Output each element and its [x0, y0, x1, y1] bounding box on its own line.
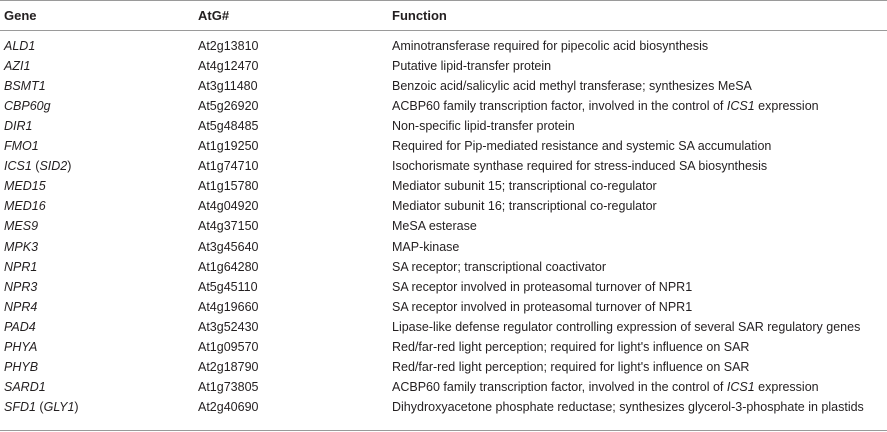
- atg-cell: At5g48485: [198, 119, 259, 134]
- gene-cell: [4, 36, 35, 56]
- atg-cell: At1g15780: [198, 179, 259, 194]
- table-row: [0, 76, 887, 96]
- function-cell: Lipase-like defense regulator controlling expression of several SAR regulatory genes: [392, 319, 861, 334]
- table-top-rule: [0, 0, 887, 1]
- function-cell: Isochorismate synthase required for stress-induced SA biosynthesis: [392, 159, 768, 174]
- function-cell: MAP-kinase: [392, 239, 460, 254]
- table-row: [0, 337, 887, 357]
- gene-name: SFD1: [4, 399, 36, 414]
- function-cell: Red/far-red light perception; required for light's influence on SAR: [392, 359, 750, 374]
- table-row: [0, 176, 887, 196]
- gene-name: ALD1: [4, 39, 36, 53]
- table-header-rule: [0, 30, 887, 31]
- function-cell: Dihydroxyacetone phosphate reductase; synthesizes glycerol-3-phosphate in plastids: [392, 399, 864, 414]
- table-row: [0, 216, 887, 236]
- table-row: [0, 357, 887, 377]
- table-row: [0, 237, 887, 257]
- gene-paren-close: ): [74, 399, 79, 414]
- gene-cell: [4, 96, 51, 116]
- atg-cell: At2g18790: [198, 359, 259, 374]
- gene-alias: GLY1: [43, 399, 75, 414]
- gene-name: DIR1: [4, 119, 33, 134]
- function-cell: [392, 96, 819, 116]
- gene-paren-open: (: [31, 159, 40, 174]
- gene-cell: [4, 216, 38, 236]
- table-row: [0, 56, 887, 76]
- atg-cell: At5g45110: [198, 279, 258, 294]
- gene-name: MPK3: [4, 239, 39, 254]
- table-row: [0, 257, 887, 277]
- gene-cell: [4, 337, 37, 357]
- function-gene-ref: ICS1: [726, 379, 755, 394]
- gene-name: PHYB: [4, 359, 39, 374]
- atg-cell: At2g13810: [198, 39, 259, 53]
- gene-cell: [4, 176, 46, 196]
- function-cell: Aminotransferase required for pipecolic acid biosynthesis: [392, 39, 709, 53]
- table-row: [0, 397, 887, 417]
- gene-name: CBP60g: [4, 99, 51, 114]
- gene-alias: SID2: [39, 159, 68, 174]
- function-gene-ref: ICS1: [726, 99, 755, 114]
- atg-cell: At3g52430: [198, 319, 259, 334]
- function-cell: MeSA esterase: [392, 219, 477, 234]
- atg-cell: At3g45640: [198, 239, 259, 254]
- gene-cell: [4, 377, 46, 397]
- gene-name: FMO1: [4, 139, 39, 154]
- function-cell: Mediator subunit 16; transcriptional co-regulator: [392, 199, 657, 214]
- gene-name: NPR1: [4, 259, 38, 274]
- function-cell: [392, 377, 819, 397]
- table-row: [0, 377, 887, 397]
- table-row: [0, 317, 887, 337]
- table-row: [0, 156, 887, 176]
- function-cell: Mediator subunit 15; transcriptional co-regulator: [392, 179, 657, 194]
- gene-cell: [4, 397, 79, 417]
- gene-name: SARD1: [4, 379, 46, 394]
- function-text: ACBP60 family transcription factor, involved in the control of: [392, 99, 727, 114]
- atg-cell: At3g11480: [198, 79, 258, 94]
- function-text: expression: [754, 99, 819, 114]
- atg-cell: At4g04920: [198, 199, 259, 214]
- function-cell: Benzoic acid/salicylic acid methyl transferase; synthesizes MeSA: [392, 79, 752, 94]
- gene-name: PHYA: [4, 339, 38, 354]
- gene-name: NPR3: [4, 279, 38, 294]
- atg-cell: At1g09570: [198, 339, 259, 354]
- header-gene: Gene: [4, 8, 37, 23]
- gene-cell: [4, 156, 71, 176]
- function-text: expression: [754, 379, 819, 394]
- gene-name: ICS1: [4, 159, 32, 174]
- atg-cell: At1g64280: [198, 259, 259, 274]
- atg-cell: At1g73805: [198, 379, 259, 394]
- table-row: [0, 116, 887, 136]
- atg-cell: At5g26920: [198, 99, 259, 114]
- function-cell: Red/far-red light perception; required for light's influence on SAR: [392, 339, 750, 354]
- atg-cell: At4g19660: [198, 299, 259, 314]
- header-function: Function: [392, 8, 447, 23]
- gene-cell: [4, 56, 30, 76]
- gene-cell: [4, 116, 32, 136]
- function-cell: Putative lipid-transfer protein: [392, 59, 552, 74]
- gene-name: PAD4: [4, 319, 36, 334]
- gene-cell: [4, 277, 37, 297]
- atg-cell: At2g40690: [198, 399, 259, 414]
- gene-cell: [4, 257, 37, 277]
- gene-cell: [4, 317, 36, 337]
- gene-name: BSMT1: [4, 79, 46, 94]
- function-cell: SA receptor; transcriptional coactivator: [392, 259, 606, 274]
- function-cell: SA receptor involved in proteasomal turnover of NPR1: [392, 279, 693, 294]
- table-row: [0, 36, 887, 56]
- atg-cell: At4g37150: [198, 219, 259, 234]
- gene-paren-open: (: [35, 399, 44, 414]
- header-atg: AtG#: [198, 8, 230, 23]
- gene-cell: [4, 297, 37, 317]
- atg-cell: At4g12470: [198, 59, 259, 74]
- function-cell: Non-specific lipid-transfer protein: [392, 119, 575, 134]
- gene-cell: [4, 196, 46, 216]
- gene-name: MES9: [4, 219, 39, 234]
- gene-cell: [4, 357, 38, 377]
- table-header: [0, 6, 887, 26]
- gene-cell: [4, 136, 39, 156]
- table-bottom-rule: [0, 430, 887, 431]
- table-row: [0, 277, 887, 297]
- gene-name: MED15: [4, 179, 46, 194]
- table-row: [0, 136, 887, 156]
- gene-cell: [4, 76, 46, 96]
- function-text: ACBP60 family transcription factor, involved in the control of: [392, 379, 727, 394]
- gene-paren-close: ): [67, 159, 72, 174]
- gene-name: MED16: [4, 199, 46, 214]
- table-row: [0, 96, 887, 116]
- atg-cell: At1g19250: [198, 139, 259, 154]
- atg-cell: At1g74710: [198, 159, 259, 174]
- function-cell: Required for Pip-mediated resistance and systemic SA accumulation: [392, 139, 772, 154]
- table-row: [0, 196, 887, 216]
- table-row: [0, 297, 887, 317]
- function-cell: SA receptor involved in proteasomal turnover of NPR1: [392, 299, 693, 314]
- gene-name: NPR4: [4, 299, 38, 314]
- gene-name: AZI1: [4, 59, 31, 74]
- gene-cell: [4, 237, 38, 257]
